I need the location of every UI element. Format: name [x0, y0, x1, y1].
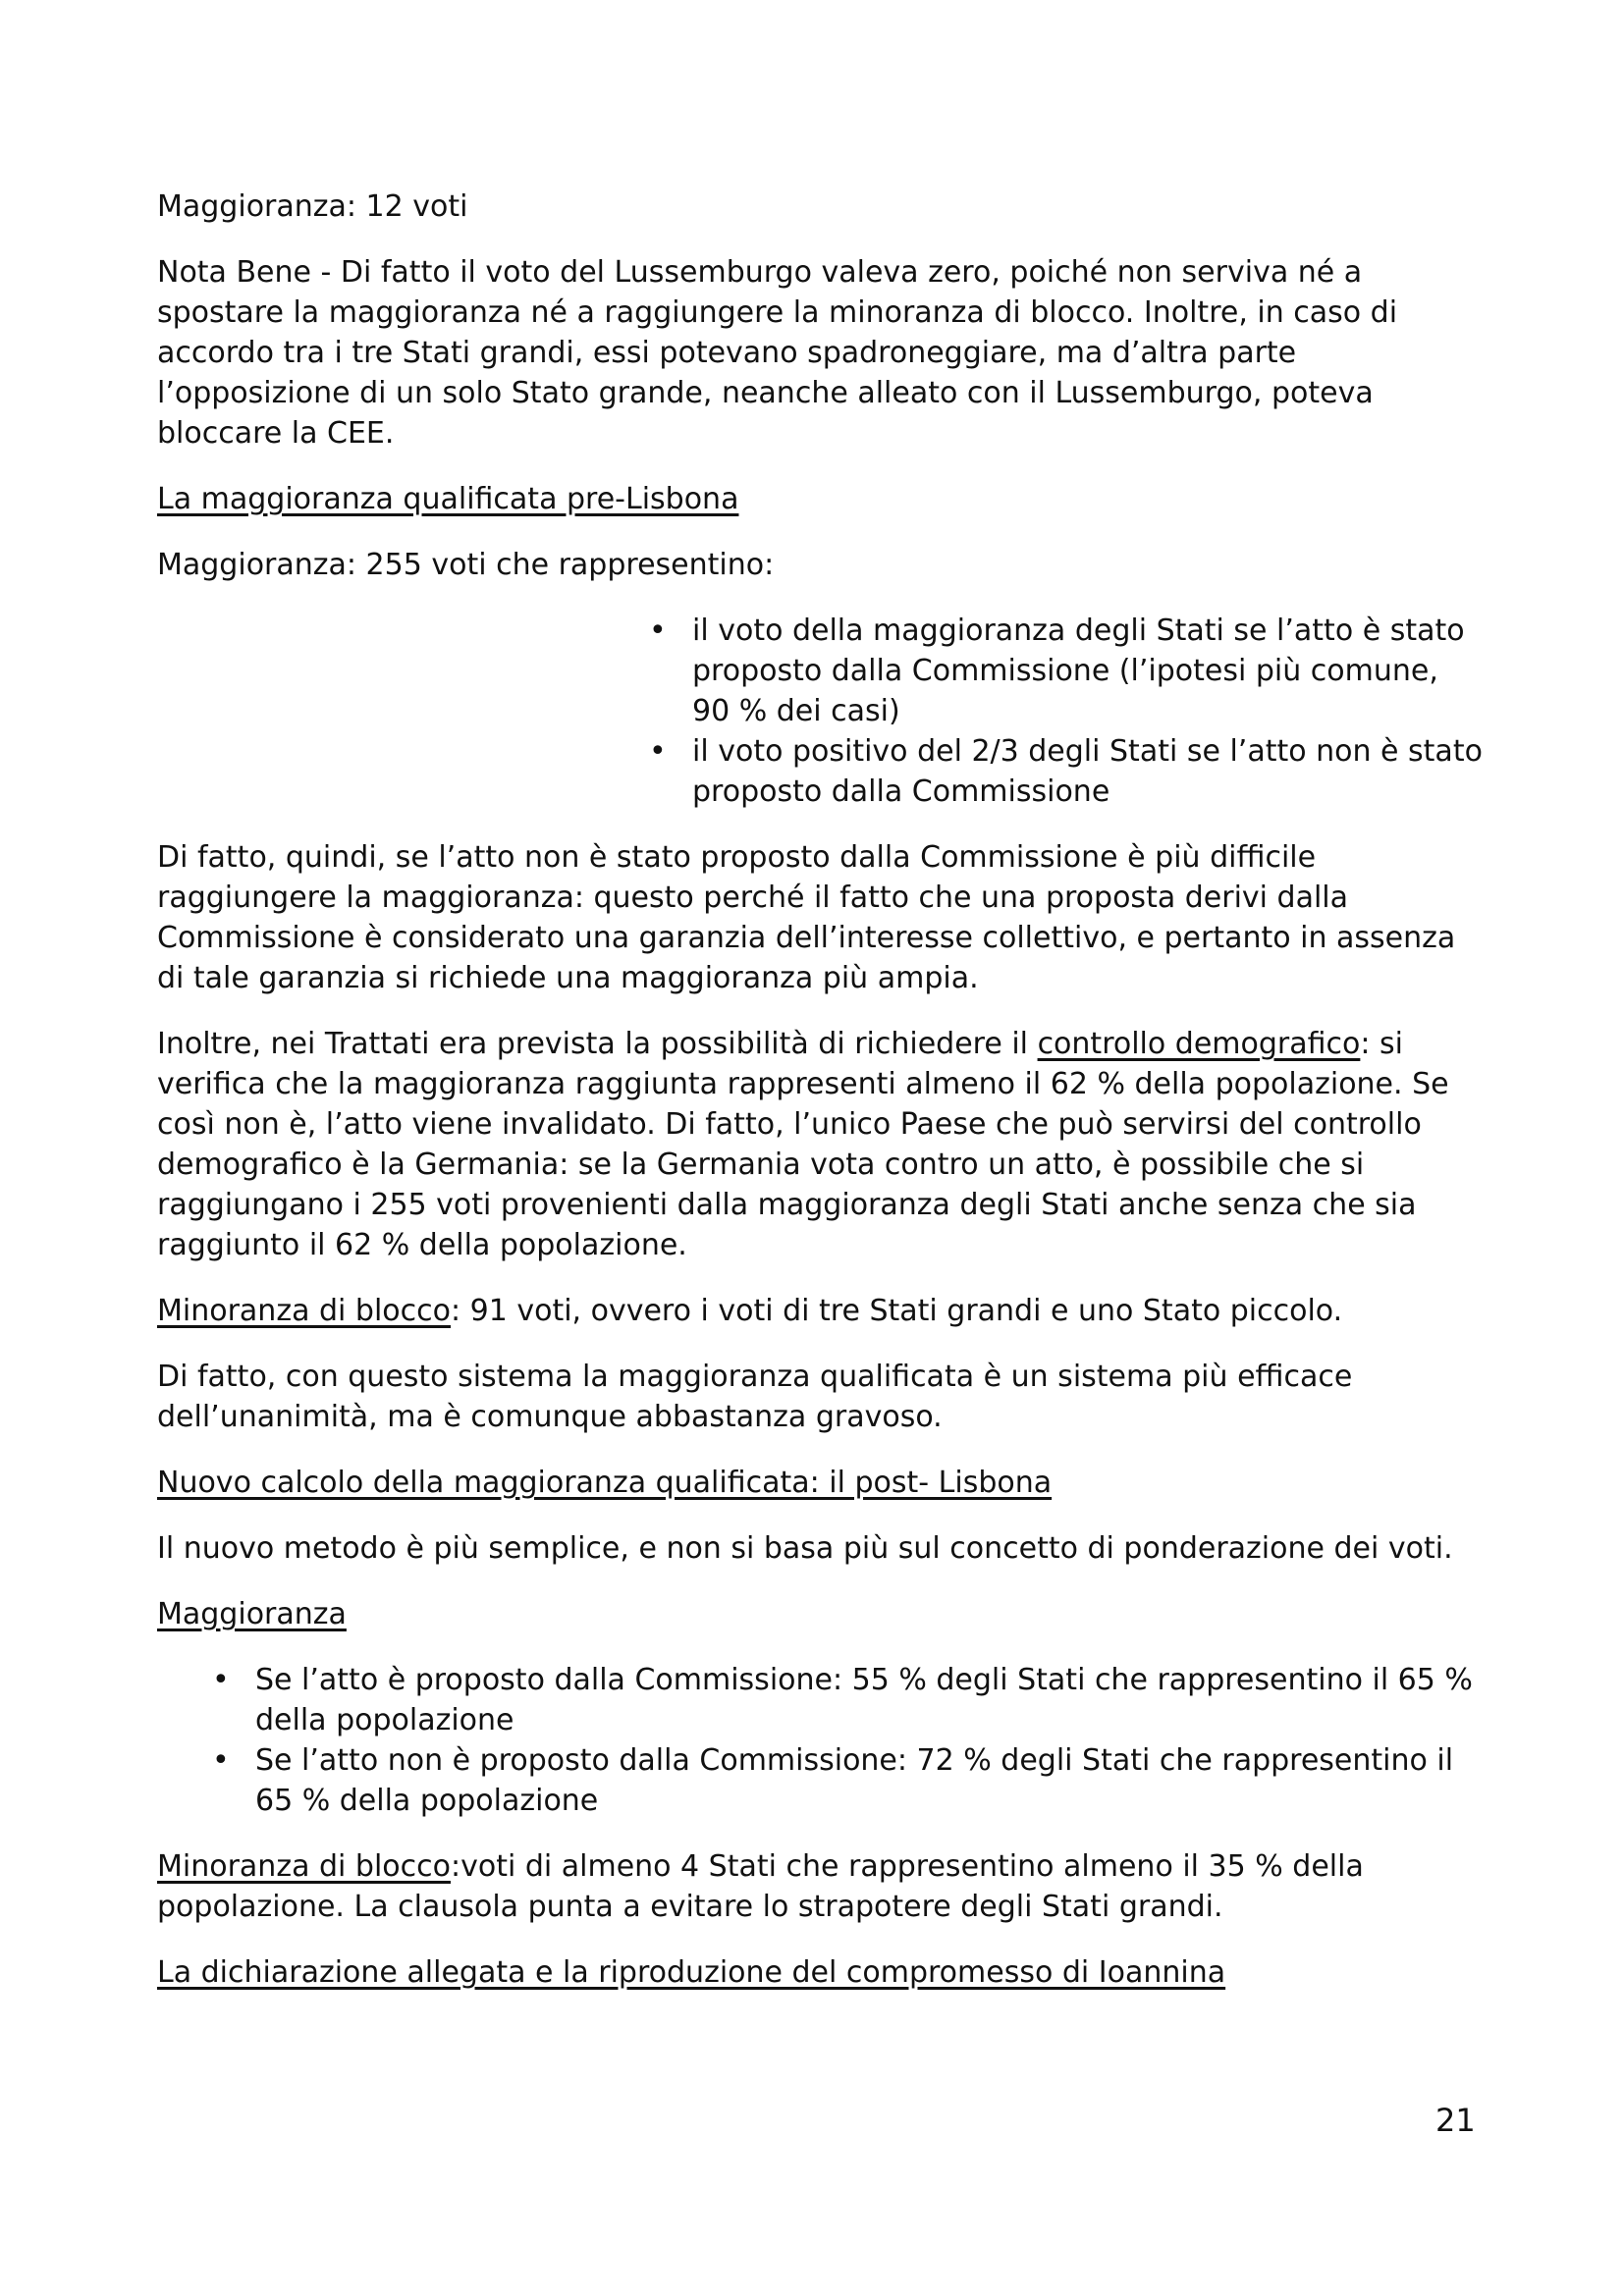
paragraph-di-fatto-quindi: Di fatto, quindi, se l’atto non è stato proposto dalla Commissione è più difficile raggiungere la maggioranza: questo perché il fatto che una proposta derivi dalla Commissione è considerato una garanzia dell’interesse collettivo, e pertanto in assenza di tale garanzia si richiede una maggioranza più ampia.	[157, 840, 1456, 995]
bullet-list-post-lisbona	[212, 1660, 1483, 1821]
paragraph-nuovo-metodo: Il nuovo metodo è più semplice, e non si basa più sul concetto di ponderazione dei voti.	[157, 1531, 1453, 1566]
paragraph-sistema-efficace: Di fatto, con questo sistema la maggioranza qualificata è un sistema più efficace dell’unanimità, ma è comunque abbastanza gravoso.	[157, 1360, 1353, 1434]
list-item-text: Se l’atto è proposto dalla Commissione: 55 % degli Stati che rappresentino il 65 % della popolazione	[255, 1663, 1473, 1737]
heading-maggioranza: Maggioranza	[157, 1597, 347, 1631]
paragraph-maggioranza-12: Maggioranza: 12 voti	[157, 189, 468, 224]
term-controllo-demografico: controllo demografico	[1037, 1027, 1361, 1061]
paragraph-minoranza-blocco-91	[157, 1291, 1483, 1331]
list-item-text: Se l’atto non è proposto dalla Commissione: 72 % degli Stati che rappresentino il 65 % della popolazione	[255, 1743, 1454, 1818]
paragraph-nota-bene: Nota Bene - Di fatto il voto del Lussemburgo valeva zero, poiché non serviva né a spostare la maggioranza né a raggiungere la minoranza di blocco. Inoltre, in caso di accordo tra i tre Stati grandi, essi potevano spadroneggiare, ma d’altra parte l’opposizione di un solo Stato grande, neanche alleato con il Lussemburgo, poteva bloccare la CEE.	[157, 255, 1398, 451]
term-minoranza-di-blocco: Minoranza di blocco	[157, 1849, 451, 1884]
bullet-icon: •	[212, 1743, 230, 1778]
term-minoranza-di-blocco: Minoranza di blocco	[157, 1294, 451, 1328]
list-item	[212, 1740, 1483, 1821]
list-item-text: il voto della maggioranza degli Stati se l’atto è stato proposto dalla Commissione (l’ipotesi più comune, 90 % dei casi)	[692, 614, 1465, 728]
heading-ioannina: La dichiarazione allegata e la riproduzione del compromesso di Ioannina	[157, 1955, 1226, 1990]
list-item	[649, 731, 1483, 812]
bullet-icon: •	[649, 614, 667, 648]
page-number: 21	[1435, 2102, 1476, 2139]
list-item	[212, 1660, 1483, 1740]
text-segment: Inoltre, nei Trattati era prevista la possibilità di richiedere il	[157, 1027, 1038, 1061]
paragraph-maggioranza-255: Maggioranza: 255 voti che rappresentino:	[157, 548, 775, 582]
paragraph-controllo-demografico	[157, 1024, 1483, 1265]
list-item	[649, 611, 1483, 731]
list-item-text: il voto positivo del 2/3 degli Stati se l’atto non è stato proposto dalla Commissione	[692, 734, 1483, 809]
text-segment: : 91 voti, ovvero i voti di tre Stati grandi e uno Stato piccolo.	[450, 1294, 1343, 1328]
text-segment: : si verifica che la maggioranza raggiunta rappresenti almeno il 62 % della popolazione. Se così non è, l’atto viene invalidato. Di fatto, l’unico Paese che può servirsi del controllo demografico è la Germania: se la Germania vota contro un atto, è possibile che si raggiungano i 255 voti provenienti dalla maggioranza degli Stati anche senza che sia raggiunto il 62 % della popolazione.	[157, 1027, 1449, 1262]
text-segment: :voti di almeno 4 Stati che rappresentino almeno il 35 % della popolazione. La clausola punta a evitare lo strapotere degli Stati grandi.	[157, 1849, 1364, 1924]
document-page	[157, 187, 1483, 2018]
heading-pre-lisbona: La maggioranza qualificata pre-Lisbona	[157, 482, 739, 516]
heading-post-lisbona: Nuovo calcolo della maggioranza qualificata: il post- Lisbona	[157, 1466, 1053, 1500]
bullet-list-pre-lisbona	[649, 611, 1483, 812]
bullet-icon: •	[649, 734, 667, 769]
bullet-icon: •	[212, 1663, 230, 1697]
paragraph-minoranza-blocco-post	[157, 1846, 1483, 1927]
